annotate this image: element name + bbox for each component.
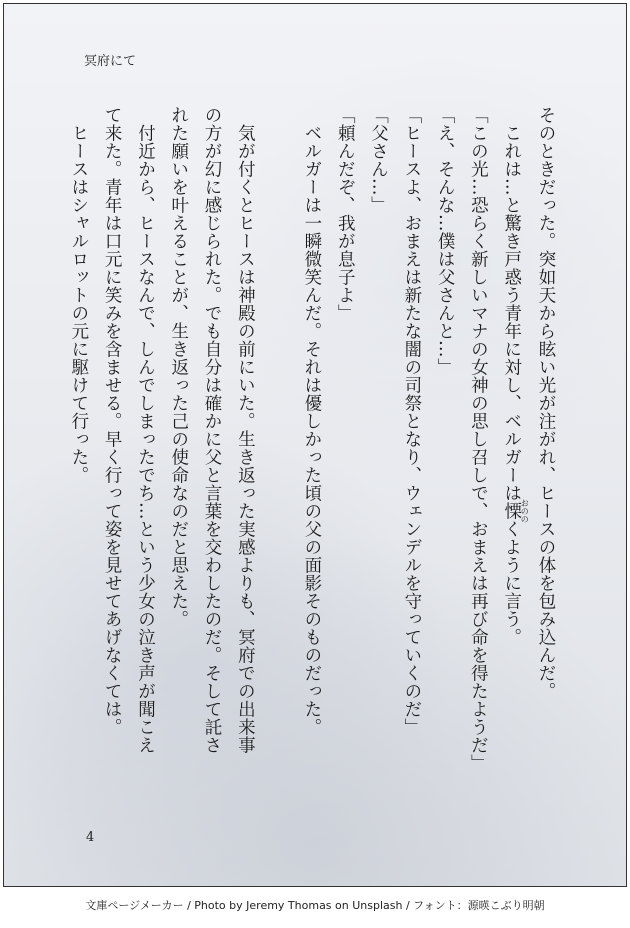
text-line [295, 106, 328, 806]
text-line [62, 106, 95, 806]
text-line: 「え、そんな…僕は父さんと…」 [435, 106, 456, 376]
text-line: 「父さん…」 [368, 106, 389, 214]
running-title: 冥府にて [84, 54, 137, 69]
ruby-base: 慄 [501, 499, 522, 523]
book-page [3, 3, 627, 887]
text-line: 「ヒースよ、おまえは新たな闇の司祭となり、ウェンデルを守っていくのだ」 [401, 106, 422, 736]
text-segment: ベルガーは一瞬微笑んだ。それは優しかった頃の父の面影そのものだった。 [301, 124, 322, 736]
vertical-body-text [62, 106, 562, 806]
text-segment: くように言う。 [501, 520, 522, 646]
text-line: 「頼んだぞ、我が息子よ」 [335, 106, 356, 322]
ruby-word [501, 499, 530, 523]
page-number: 4 [86, 830, 95, 845]
text-segment: 付近から、ヒースなんで、しんでしまったでち…という少女の泣き声が聞こえ [135, 124, 156, 754]
text-segment: ヒースはシャルロットの元に駆けて行った。 [68, 124, 89, 484]
ruby-reading: おのの [520, 499, 530, 523]
text-segment: 気が付くとヒースは神殿の前にいた。生き返った実感よりも、冥府での出来事 [235, 124, 256, 754]
credit-footer: 文庫ページメーカー / Photo by Jeremy Thomas on Unsplash / フォント：源暎こぶり明朝 [85, 899, 545, 912]
text-line: れた願いを叶えることが、生き返った己の使命なのだと思えた。 [168, 106, 189, 628]
text-line [128, 106, 161, 806]
blank-line [261, 106, 294, 806]
text-segment: これは…と驚き戸惑う青年に対し、ベルガーは [501, 124, 522, 502]
text-line: て来た。青年は口元に笑みを含ませる。早く行って姿を見せてあげなくては。 [102, 106, 123, 736]
text-line: の方が幻に感じられた。でも自分は確かに父と言葉を交わしたのだ。そして託さ [202, 106, 223, 754]
text-line [228, 106, 261, 806]
text-line: 「この光…恐らく新しいマナの女神の思し召しで、おまえは再び命を得たようだ」 [468, 106, 489, 772]
text-line [494, 106, 528, 806]
text-line: そのときだった。突如天から眩い光が注がれ、ヒースの体を包み込んだ。 [536, 106, 556, 700]
